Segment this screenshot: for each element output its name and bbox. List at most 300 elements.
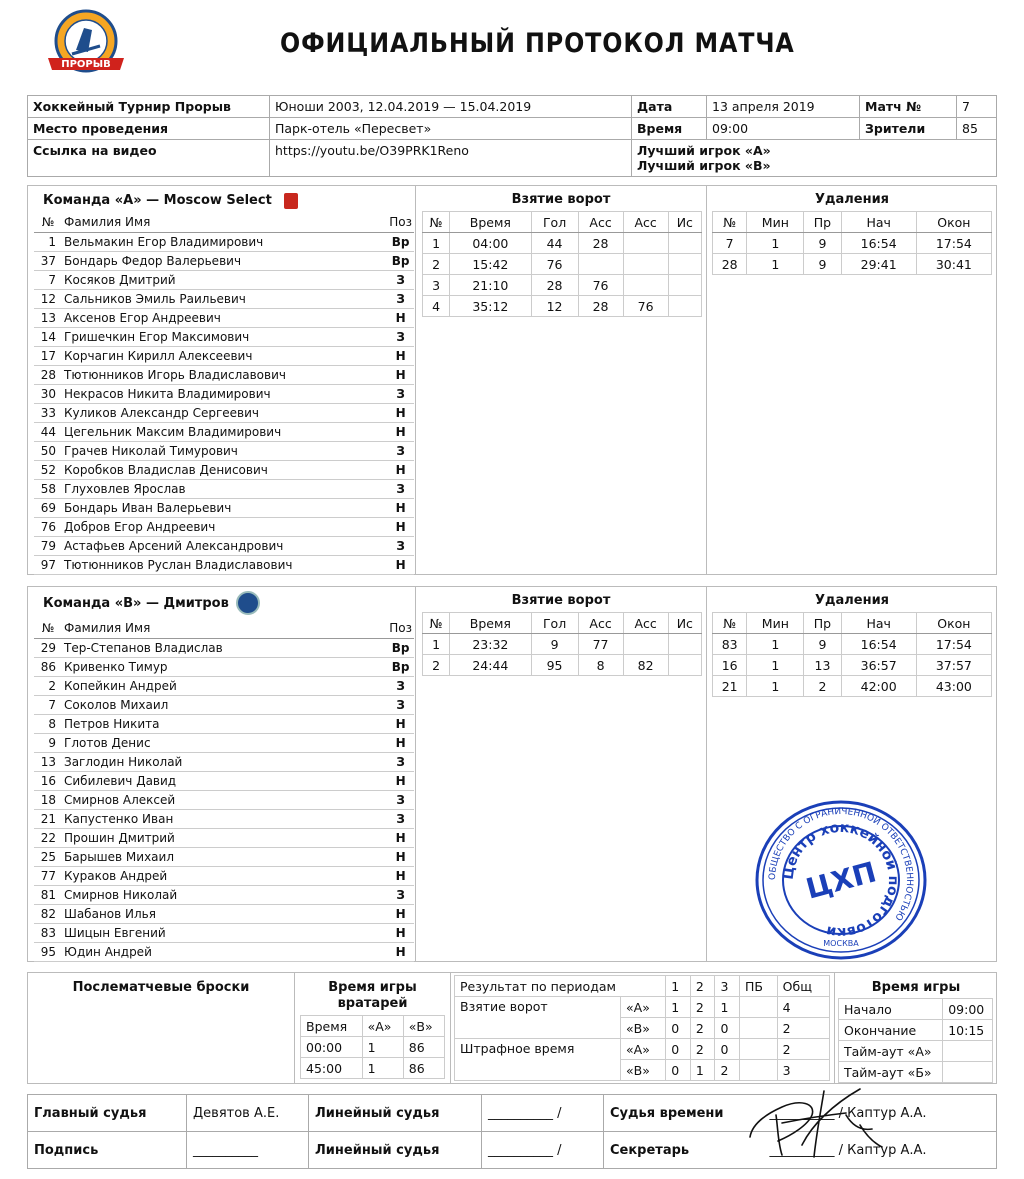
goal-is [668, 296, 701, 317]
player-number: 30 [34, 384, 62, 403]
player-number: 44 [34, 422, 62, 441]
goalie-col-time: Время [301, 1016, 363, 1037]
col-number: № [34, 212, 62, 232]
player-position: Н [387, 498, 414, 517]
player-name: Юдин Андрей [62, 942, 387, 961]
stamp-inner-text: Центр хоккейной подготовки [780, 819, 902, 941]
player-position: З [387, 752, 414, 771]
col-number: № [423, 212, 450, 233]
roster-row [34, 422, 414, 441]
col-assist: Асс [623, 613, 668, 634]
cell: 2 [777, 1039, 829, 1060]
player-number: 22 [34, 828, 62, 847]
penalty-player: 21 [713, 676, 747, 697]
team-a-goals-table [422, 211, 702, 317]
player-number: 29 [34, 638, 62, 657]
linesman-label: Линейный судья [309, 1095, 482, 1132]
tournament-value: Юноши 2003, 12.04.2019 — 15.04.2019 [270, 96, 632, 118]
player-position: Вр [387, 232, 414, 251]
player-name: Барышев Михаил [62, 847, 387, 866]
cell [740, 1060, 778, 1081]
col-number: № [713, 212, 747, 233]
cell: 3 [777, 1060, 829, 1081]
player-position: З [387, 790, 414, 809]
goal-row [423, 296, 702, 317]
penalty-row [713, 655, 992, 676]
penalty-row [713, 233, 992, 254]
venue-label: Место проведения [28, 118, 270, 140]
tournament-label: Хоккейный Турнир Прорыв [28, 96, 270, 118]
team-a-panel [27, 185, 997, 575]
cell: 0 [715, 1018, 740, 1039]
roster-row [34, 498, 414, 517]
cell [740, 1039, 778, 1060]
player-name: Прошин Дмитрий [62, 828, 387, 847]
roster-row [34, 714, 414, 733]
goal-number: 4 [423, 296, 450, 317]
goal-scorer: 9 [531, 634, 578, 655]
player-position: З [387, 327, 414, 346]
player-name: Бондарь Иван Валерьевич [62, 498, 387, 517]
goalie-a: 1 [362, 1037, 403, 1058]
goalie-col-b: «В» [403, 1016, 444, 1037]
col-number: № [713, 613, 747, 634]
goalie-col-a: «А» [362, 1016, 403, 1037]
penalty-reason: 9 [804, 254, 841, 275]
player-position: Н [387, 460, 414, 479]
roster-row [34, 790, 414, 809]
player-position: З [387, 441, 414, 460]
company-stamp [748, 800, 934, 960]
period-col-1: 1 [666, 976, 691, 997]
goal-time: 24:44 [450, 655, 532, 676]
player-name: Вельмакин Егор Владимирович [62, 232, 387, 251]
time-value: 09:00 [707, 118, 860, 140]
roster-row [34, 270, 414, 289]
goal-row [423, 634, 702, 655]
roster-row [34, 308, 414, 327]
team-b-title: Команда «В» — Дмитров [43, 596, 229, 611]
goal-assist-1: 28 [578, 296, 623, 317]
goal-scorer: 28 [531, 275, 578, 296]
player-number: 2 [34, 676, 62, 695]
goal-is [668, 275, 701, 296]
video-label: Ссылка на видео [28, 140, 270, 177]
team-a-goals [416, 186, 707, 574]
player-position: З [387, 479, 414, 498]
goal-row [423, 655, 702, 676]
roster-row [34, 676, 414, 695]
player-position: Н [387, 422, 414, 441]
goal-assist-1: 77 [578, 634, 623, 655]
player-position: Н [387, 346, 414, 365]
player-name: Петров Никита [62, 714, 387, 733]
col-goal: Гол [531, 613, 578, 634]
roster-row [34, 657, 414, 676]
player-position: Н [387, 365, 414, 384]
penalty-row [713, 634, 992, 655]
cell [740, 997, 778, 1018]
cell: 0 [666, 1039, 691, 1060]
linesman-value: __________ / [482, 1132, 604, 1169]
secretary-value: __________ / Каптур А.А. [764, 1132, 997, 1169]
roster-row [34, 460, 414, 479]
player-name: Кривенко Тимур [62, 657, 387, 676]
cell: 2 [690, 997, 715, 1018]
period-results-table [454, 975, 830, 1081]
game-time-value [943, 1041, 993, 1062]
col-assist: Асс [578, 613, 623, 634]
signature-label: Подпись [28, 1132, 187, 1169]
team-a-roster-table [34, 212, 414, 575]
roster-row [34, 384, 414, 403]
col-start: Нач [841, 613, 916, 634]
team-b-emblem-icon [236, 591, 260, 615]
player-number: 7 [34, 270, 62, 289]
player-name: Астафьев Арсений Александрович [62, 536, 387, 555]
player-name: Смирнов Николай [62, 885, 387, 904]
player-name: Тютюнников Игорь Владиславович [62, 365, 387, 384]
player-number: 8 [34, 714, 62, 733]
game-time-label: Тайм-аут «А» [839, 1041, 943, 1062]
player-position: Н [387, 904, 414, 923]
goal-row [423, 254, 702, 275]
game-time-row [839, 1020, 993, 1041]
goal-scorer: 76 [531, 254, 578, 275]
player-position: З [387, 536, 414, 555]
match-number-value: 7 [957, 96, 997, 118]
penalty-player: 16 [713, 655, 747, 676]
col-number: № [423, 613, 450, 634]
player-name: Корчагин Кирилл Алексеевич [62, 346, 387, 365]
team-b-label: «В» [621, 1018, 666, 1039]
col-goal: Гол [531, 212, 578, 233]
player-position: Н [387, 403, 414, 422]
player-number: 37 [34, 251, 62, 270]
roster-row [34, 555, 414, 574]
penalty-start: 16:54 [841, 634, 916, 655]
player-position: Вр [387, 251, 414, 270]
team-b-goals-title: Взятие ворот [511, 593, 611, 608]
player-name: Шабанов Илья [62, 904, 387, 923]
stamp-city: МОСКВА [823, 939, 859, 948]
roster-row [34, 479, 414, 498]
team-a-goals-title: Взятие ворот [511, 192, 611, 207]
cell: 2 [690, 1039, 715, 1060]
roster-row [34, 733, 414, 752]
cell: 0 [715, 1039, 740, 1060]
col-name: Фамилия Имя [62, 212, 387, 232]
player-name: Шицын Евгений [62, 923, 387, 942]
penalty-player: 28 [713, 254, 747, 275]
penalty-end: 43:00 [916, 676, 991, 697]
col-time: Время [450, 212, 532, 233]
period-col-total: Общ [777, 976, 829, 997]
cell [740, 1018, 778, 1039]
secretary-label: Секретарь [604, 1132, 764, 1169]
date-value: 13 апреля 2019 [707, 96, 860, 118]
col-is: Ис [668, 613, 701, 634]
player-name: Цегельник Максим Владимирович [62, 422, 387, 441]
date-label: Дата [632, 96, 707, 118]
goal-number: 3 [423, 275, 450, 296]
player-position: З [387, 270, 414, 289]
player-name: Глуховлев Ярослав [62, 479, 387, 498]
goal-assist-2 [623, 634, 668, 655]
goal-number: 1 [423, 634, 450, 655]
goal-scorer: 95 [531, 655, 578, 676]
goal-number: 2 [423, 254, 450, 275]
penalty-minutes: 1 [747, 254, 804, 275]
col-number: № [34, 618, 62, 638]
player-number: 58 [34, 479, 62, 498]
player-name: Добров Егор Андреевич [62, 517, 387, 536]
chief-referee-value: Девятов А.Е. [187, 1095, 309, 1132]
player-number: 77 [34, 866, 62, 885]
col-min: Мин [747, 613, 804, 634]
penalty-start: 36:57 [841, 655, 916, 676]
player-name: Капустенко Иван [62, 809, 387, 828]
roster-row [34, 923, 414, 942]
team-a-emblem-icon [284, 193, 298, 209]
penalty-start: 16:54 [841, 233, 916, 254]
goalie-time: 00:00 [301, 1037, 363, 1058]
player-name: Кураков Андрей [62, 866, 387, 885]
game-time-row [839, 1041, 993, 1062]
player-number: 21 [34, 809, 62, 828]
chief-referee-label: Главный судья [28, 1095, 187, 1132]
player-position: Н [387, 942, 414, 961]
goal-is [668, 655, 701, 676]
team-a-label: «А» [621, 997, 666, 1018]
col-end: Окон [916, 613, 991, 634]
roster-row [34, 403, 414, 422]
goalie-row [301, 1058, 445, 1079]
goal-number: 2 [423, 655, 450, 676]
goal-assist-1: 76 [578, 275, 623, 296]
player-number: 16 [34, 771, 62, 790]
col-assist: Асс [623, 212, 668, 233]
col-pr: Пр [804, 613, 841, 634]
player-number: 13 [34, 308, 62, 327]
time-label: Время [632, 118, 707, 140]
roster-row [34, 251, 414, 270]
period-col-3: 3 [715, 976, 740, 997]
player-number: 7 [34, 695, 62, 714]
player-name: Коробков Владислав Денисович [62, 460, 387, 479]
team-b-penalties-title: Удаления [814, 593, 890, 608]
timekeeper-label: Судья времени [604, 1095, 764, 1132]
col-min: Мин [747, 212, 804, 233]
team-a-penalties-table [712, 211, 992, 275]
roster-row [34, 289, 414, 308]
player-name: Заглодин Николай [62, 752, 387, 771]
best-players-cell [632, 140, 997, 177]
player-position: Н [387, 733, 414, 752]
roster-row [34, 638, 414, 657]
col-end: Окон [916, 212, 991, 233]
period-col-so: ПБ [740, 976, 778, 997]
best-player-a-label: Лучший игрок «А» [637, 143, 771, 158]
cell: 0 [666, 1060, 691, 1081]
roster-row [34, 828, 414, 847]
game-time-table [838, 998, 993, 1083]
player-number: 13 [34, 752, 62, 771]
player-number: 12 [34, 289, 62, 308]
roster-row [34, 866, 414, 885]
roster-row [34, 752, 414, 771]
goal-scorer: 44 [531, 233, 578, 254]
player-name: Сальников Эмиль Раильевич [62, 289, 387, 308]
game-time-label: Окончание [839, 1020, 943, 1041]
roster-row [34, 232, 414, 251]
penalty-end: 30:41 [916, 254, 991, 275]
penalty-end: 37:57 [916, 655, 991, 676]
penalty-start: 42:00 [841, 676, 916, 697]
player-number: 86 [34, 657, 62, 676]
goalie-a: 1 [362, 1058, 403, 1079]
penalty-minutes: 1 [747, 634, 804, 655]
goalie-row [301, 1037, 445, 1058]
goal-assist-2 [623, 233, 668, 254]
player-position: Н [387, 847, 414, 866]
penalty-start: 29:41 [841, 254, 916, 275]
team-a-penalties [707, 186, 997, 574]
player-number: 25 [34, 847, 62, 866]
player-number: 1 [34, 232, 62, 251]
shootout-title: Послематчевые броски [72, 980, 250, 995]
team-a-title: Команда «А» — Moscow Select [43, 193, 272, 208]
goals-row-label: Взятие ворот [455, 997, 621, 1039]
game-time-row [839, 1062, 993, 1083]
col-is: Ис [668, 212, 701, 233]
player-number: 14 [34, 327, 62, 346]
col-name: Фамилия Имя [62, 618, 387, 638]
player-name: Бондарь Федор Валерьевич [62, 251, 387, 270]
roster-row [34, 327, 414, 346]
cell: 0 [666, 1018, 691, 1039]
video-link[interactable]: https://youtu.be/O39PRK1Reno [270, 140, 632, 177]
penalty-end: 17:54 [916, 634, 991, 655]
page-title: ОФИЦИАЛЬНЫЙ ПРОТОКОЛ МАТЧА [280, 28, 795, 59]
periods-title: Результат по периодам [455, 976, 666, 997]
logo-text: ПРОРЫВ [61, 59, 111, 70]
player-name: Глотов Денис [62, 733, 387, 752]
goal-time: 23:32 [450, 634, 532, 655]
player-name: Тер-Степанов Владислав [62, 638, 387, 657]
summary-panel [27, 972, 997, 1084]
goalie-time-title: Время игры вратарей [328, 980, 417, 1011]
player-number: 82 [34, 904, 62, 923]
team-b-goals [416, 587, 707, 961]
team-b-goals-table [422, 612, 702, 676]
player-number: 79 [34, 536, 62, 555]
roster-row [34, 771, 414, 790]
penalty-minutes: 1 [747, 233, 804, 254]
player-position: Н [387, 714, 414, 733]
roster-row [34, 517, 414, 536]
spectators-label: Зрители [860, 118, 957, 140]
roster-row [34, 809, 414, 828]
goalie-time: 45:00 [301, 1058, 363, 1079]
player-number: 33 [34, 403, 62, 422]
goalie-time-table [300, 1015, 445, 1079]
player-name: Соколов Михаил [62, 695, 387, 714]
penalty-reason: 9 [804, 233, 841, 254]
player-number: 28 [34, 365, 62, 384]
penalty-row [713, 254, 992, 275]
penalty-reason: 13 [804, 655, 841, 676]
col-time: Время [450, 613, 532, 634]
tournament-logo [42, 8, 130, 80]
match-header-table [27, 95, 997, 177]
player-position: Н [387, 923, 414, 942]
team-b-penalties-table [712, 612, 992, 697]
goal-time: 21:10 [450, 275, 532, 296]
team-a-label: «А» [621, 1039, 666, 1060]
team-a-penalties-title: Удаления [814, 192, 890, 207]
player-number: 52 [34, 460, 62, 479]
cell: 2 [715, 1060, 740, 1081]
team-a-roster [28, 186, 416, 574]
player-number: 17 [34, 346, 62, 365]
player-number: 95 [34, 942, 62, 961]
game-time-value: 10:15 [943, 1020, 993, 1041]
player-position: Вр [387, 638, 414, 657]
player-number: 97 [34, 555, 62, 574]
roster-row [34, 695, 414, 714]
player-name: Грачев Николай Тимурович [62, 441, 387, 460]
penalty-minutes: 1 [747, 655, 804, 676]
penalty-reason: 9 [804, 634, 841, 655]
handwritten-signature [742, 1085, 892, 1167]
game-time-label: Начало [839, 999, 943, 1020]
player-name: Куликов Александр Сергеевич [62, 403, 387, 422]
player-number: 69 [34, 498, 62, 517]
goal-assist-1 [578, 254, 623, 275]
penalty-minutes: 1 [747, 676, 804, 697]
linesman-value: __________ / [482, 1095, 604, 1132]
col-pr: Пр [804, 212, 841, 233]
cell: 4 [777, 997, 829, 1018]
player-name: Смирнов Алексей [62, 790, 387, 809]
col-position: Поз [387, 212, 414, 232]
goal-is [668, 254, 701, 275]
roster-row [34, 904, 414, 923]
player-position: З [387, 384, 414, 403]
game-time-row [839, 999, 993, 1020]
goalie-b: 86 [403, 1058, 444, 1079]
linesman-label: Линейный судья [309, 1132, 482, 1169]
team-b-roster-table [34, 618, 414, 962]
venue-value: Парк-отель «Пересвет» [270, 118, 632, 140]
goal-number: 1 [423, 233, 450, 254]
stamp-outer-text: ОБЩЕСТВО С ОГРАНИЧЕННОЙ ОТВЕТСТВЕННОСТЬЮ [767, 806, 915, 922]
period-col-2: 2 [690, 976, 715, 997]
penalty-end: 17:54 [916, 233, 991, 254]
goal-assist-2: 82 [623, 655, 668, 676]
goal-is [668, 634, 701, 655]
player-name: Косяков Дмитрий [62, 270, 387, 289]
player-number: 76 [34, 517, 62, 536]
roster-row [34, 536, 414, 555]
player-position: З [387, 885, 414, 904]
player-number: 83 [34, 923, 62, 942]
penalty-player: 7 [713, 233, 747, 254]
goal-time: 15:42 [450, 254, 532, 275]
col-start: Нач [841, 212, 916, 233]
col-assist: Асс [578, 212, 623, 233]
